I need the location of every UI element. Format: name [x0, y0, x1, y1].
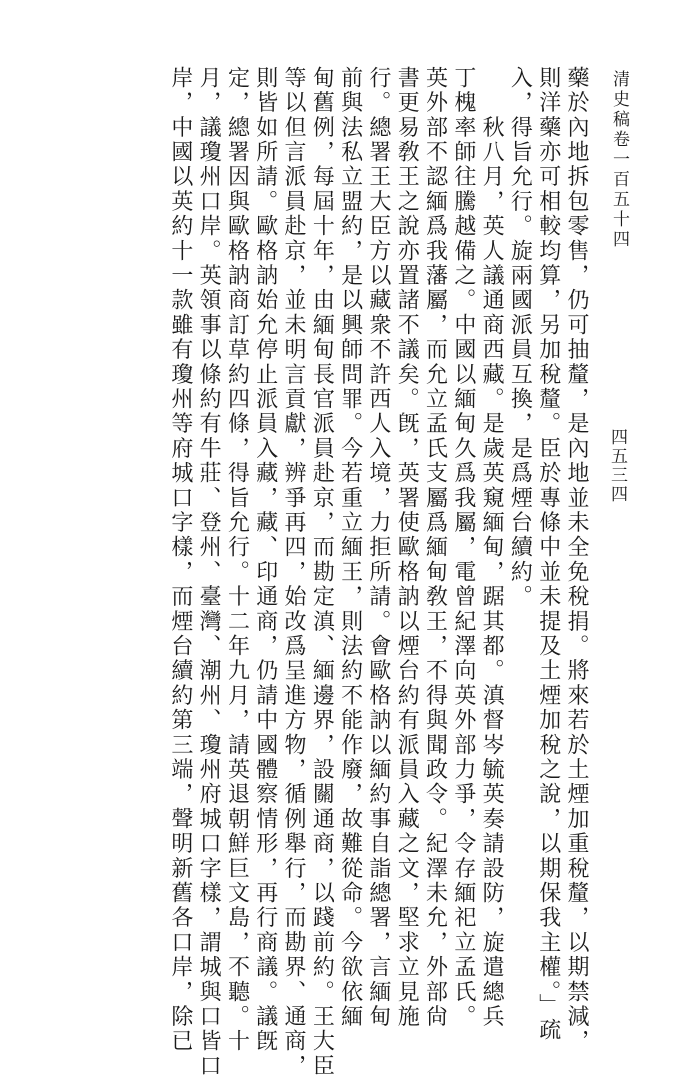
page-number: 四五三四 [607, 428, 627, 504]
running-head: 清史稿卷一百五十四 [609, 70, 629, 250]
text-column-6: 英外部不認緬爲我藩屬，而允立孟氏支屬爲緬甸敎王，不得與聞政令。紀澤未允，外部尙 [422, 66, 448, 1030]
text-column-12: 則皆如所請。歐格訥始允停止派員入藏，藏、印通商，仍請中國體察情形，再行商議。議旣 [252, 66, 278, 1054]
text-column-15: 岸，中國以英約十一款雖有瓊州等府城口字樣，而煙台續約第三端，聲明新舊各口岸，除已 [167, 66, 193, 1054]
text-column-1: 藥於內地拆包零售，仍可抽釐，是內地並未全免稅捐。將來若於土煙加重稅釐，以期禁減， [564, 66, 589, 1054]
text-column-10: 甸舊例，每屆十年，由緬甸長官派員赴京，而勘定滇、緬邊界，設關通商，以踐前約。王大臣 [309, 66, 335, 1079]
text-column-3: 入，得旨允行。旋兩國派員互換，是爲煙台續約。 [507, 66, 533, 610]
text-column-2: 則洋藥亦可相較均算，另加稅釐。臣於專條中並未提及土煙加稅之說，以期保我主權。」疏 [535, 66, 561, 1043]
text-column-14: 月，議瓊州口岸。英領事以條約有牛莊、登州、臺灣、潮州、瓊州府城口字樣，謂城與口皆口 [196, 66, 222, 1079]
text-column-5: 丁槐率師往騰越備之。中國以緬甸久爲我屬，電曾紀澤向英外部力爭，令存緬祀立孟氏。 [450, 66, 476, 1030]
main-text [108, 0, 590, 1079]
text-column-9: 前與法私立盟約，是以興師問罪。今若重立緬王，則法約不能作廢，故難從命。今欲依緬 [337, 66, 363, 1030]
text-column-13: 定，總署因與歐格訥商訂草約四條，得旨允行。十二年九月，請英退朝鮮巨文島，不聽。十 [224, 66, 250, 1054]
text-column-7: 書更易敎王之說亦置諸不議矣。旣，英署使歐格訥以煙台約有派員入藏之文，堅求立見施 [394, 66, 420, 1030]
text-column-8: 行。總署王大臣方以藏衆不許西人入境，力拒所請。會歐格訥以緬約事自詣總署，言緬甸 [365, 66, 391, 1030]
text-column-11: 等以但言派員赴京，並未明言貢獻，辨爭再四，始改爲呈進方物，循例舉行，而勘界、通商， [281, 66, 307, 1079]
text-column-4: 秋八月，英人議通商西藏。是歲英窺緬甸，踞其都。滇督岑毓英奏請設防，旋遣總兵 [479, 66, 505, 1030]
